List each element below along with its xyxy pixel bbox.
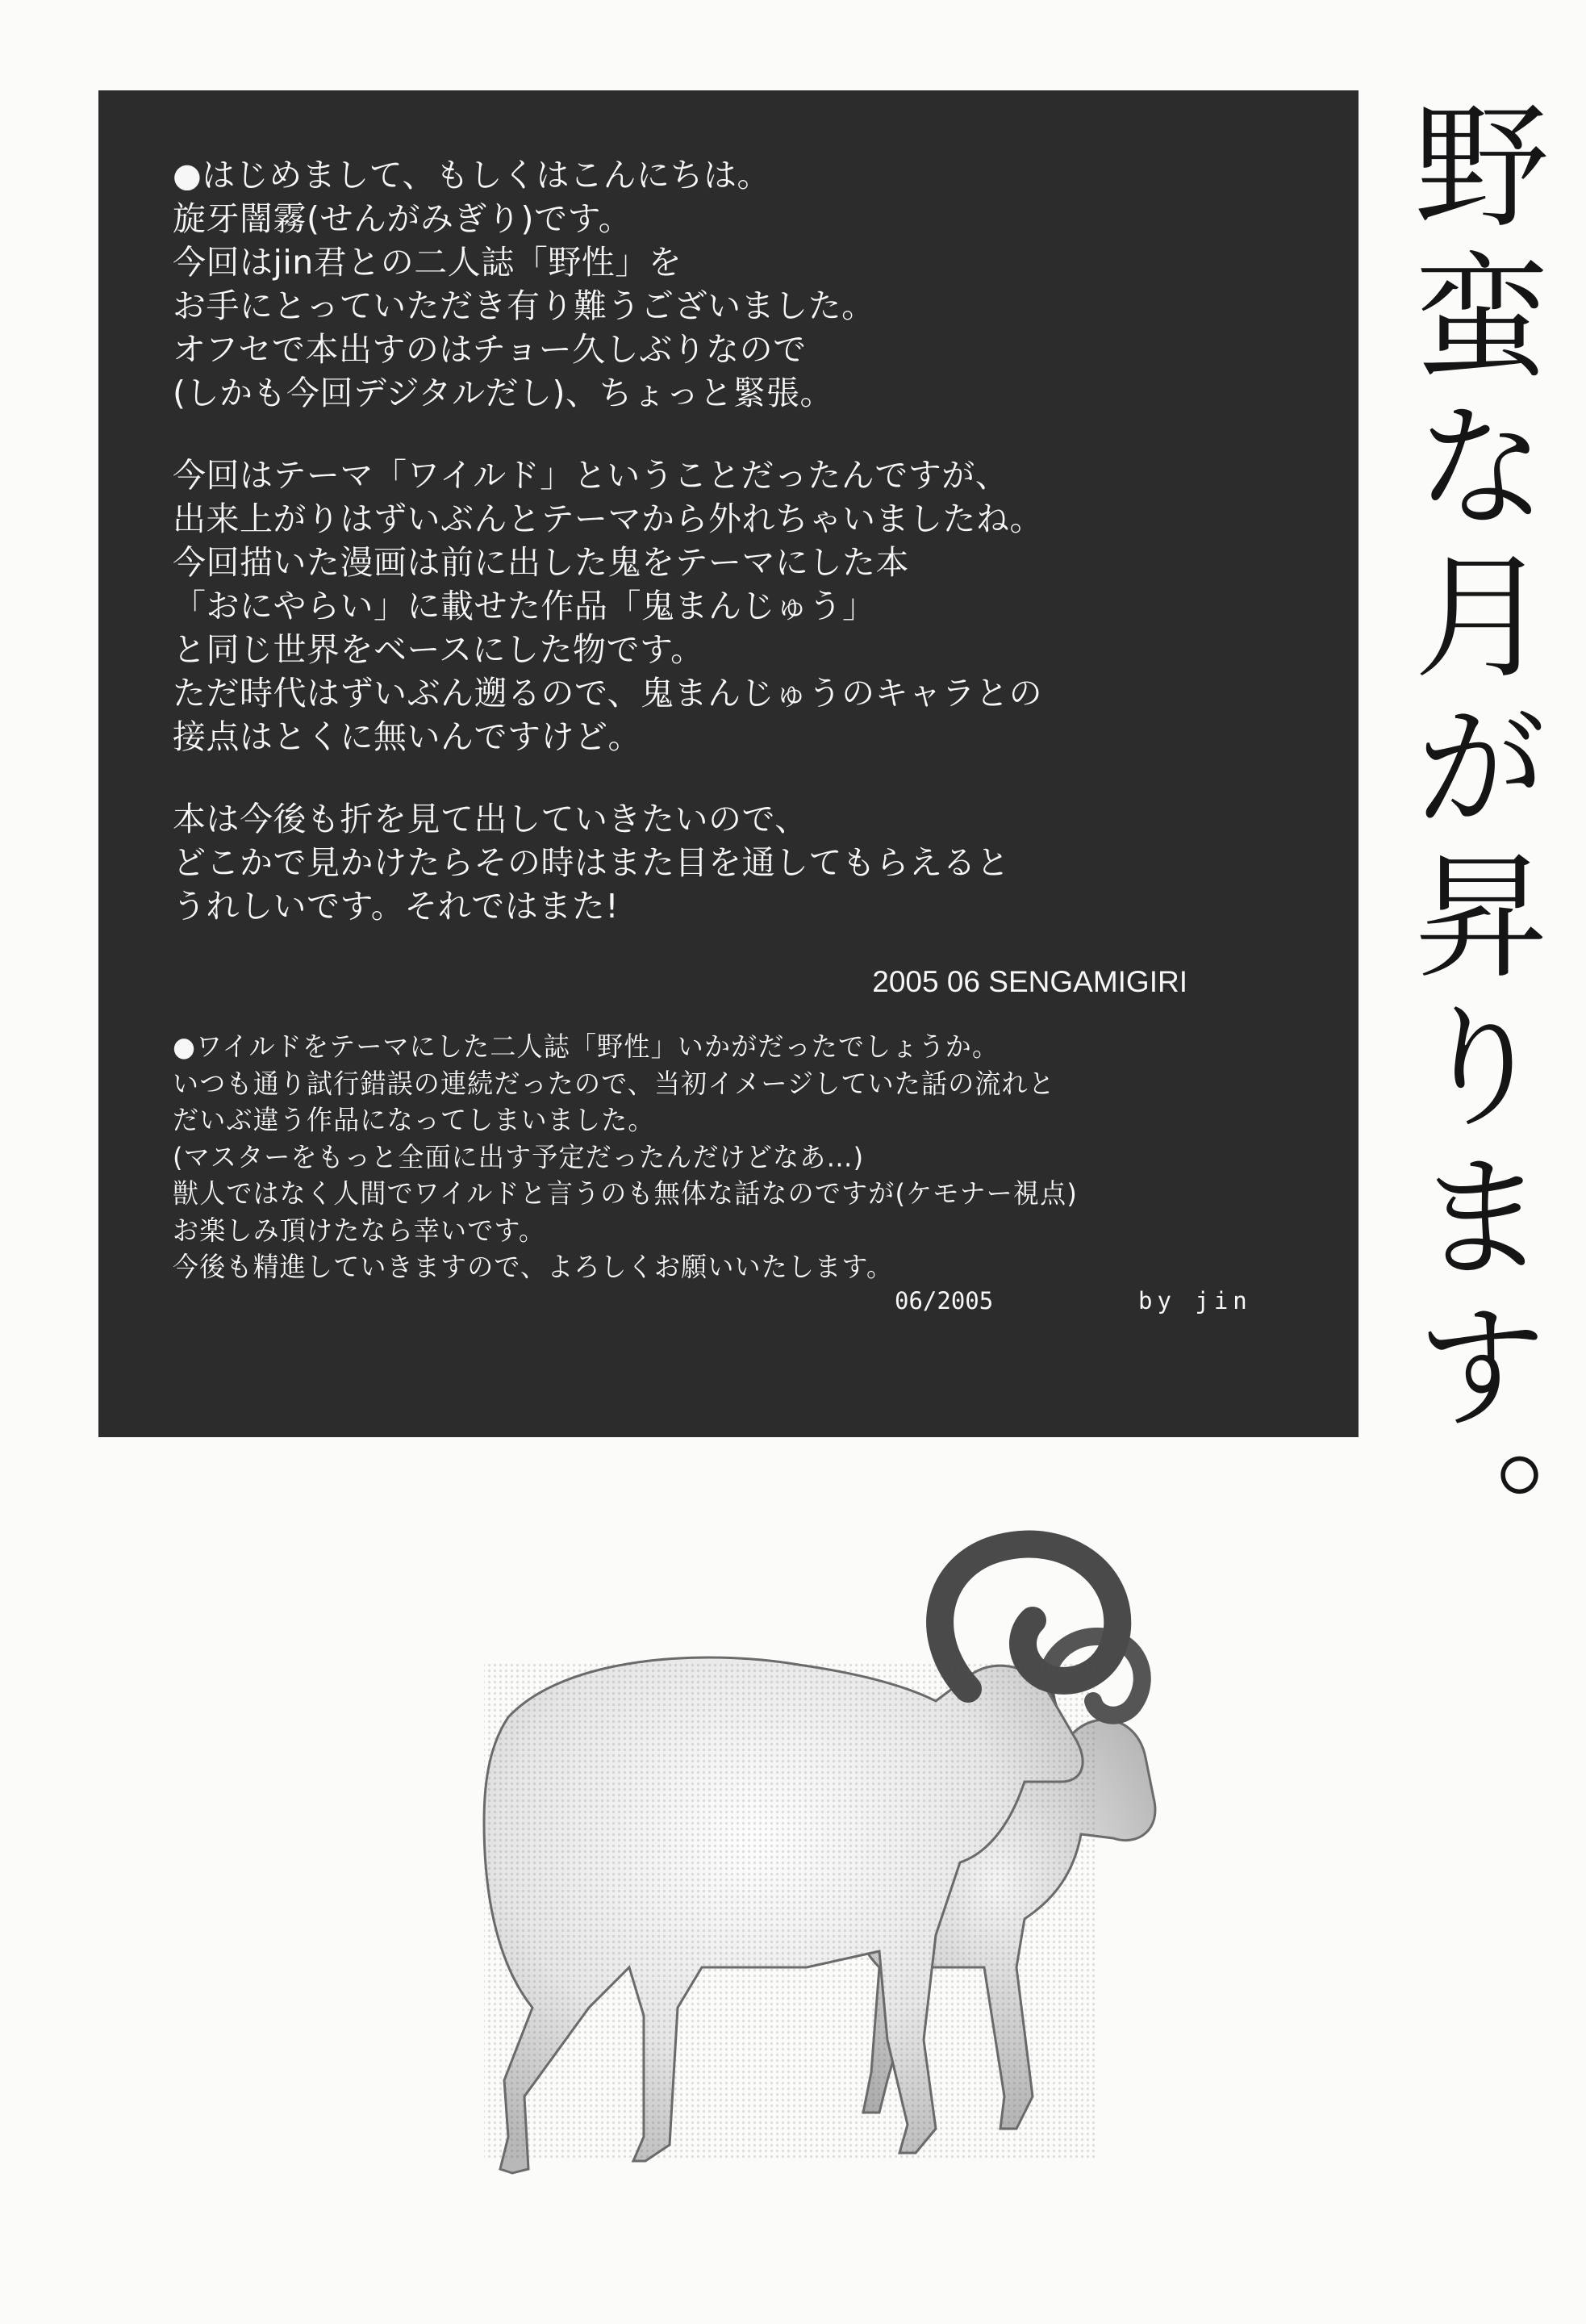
- front-ram: [484, 1544, 1117, 2173]
- text-line: 旋牙闇霧(せんがみぎり)です。: [173, 199, 632, 238]
- afterword-jin: [173, 1028, 1286, 1323]
- text-line: お楽しみ頂けたなら幸いです。: [173, 1214, 546, 1247]
- text-line: だいぶ違う作品になってしまいました。: [173, 1104, 655, 1136]
- text-line: ●はじめまして、もしくはこんにちは。: [173, 156, 770, 194]
- afterword-paragraph-1: [173, 153, 1286, 415]
- text-line: 出来上がりはずいぶんとテーマから外れちゃいましたね。: [173, 499, 1043, 538]
- text-line: いつも通り試行錯誤の連続だったので、当初イメージしていた話の流れと: [173, 1067, 1056, 1100]
- text-line: お手にとっていただき有り難うございました。: [173, 286, 875, 325]
- signature-jin: [173, 1285, 1286, 1323]
- signature-sengamigiri: 2005 06 SENGAMIGIRI: [872, 965, 1187, 998]
- text-line: 獣人ではなく人間でワイルドと言うのも無体な話なのですが(ケモナー視点): [173, 1177, 1079, 1210]
- signature-by: by jin: [1138, 1286, 1252, 1315]
- text-line: 今回はテーマ「ワイルド」ということだったんですが、: [173, 456, 1009, 495]
- text-line: 「おにやらい」に載せた作品「鬼まんじゅう」: [173, 587, 876, 625]
- text-line: ●ワイルドをテーマにした二人誌「野性」いかがだったでしょうか。: [173, 1030, 1000, 1063]
- afterword-paragraph-3: [173, 797, 1286, 928]
- text-line: ただ時代はずいぶん遡るので、鬼まんじゅうのキャラとの: [173, 674, 1043, 713]
- afterword-paragraph-2: [173, 454, 1286, 759]
- text-line: うれしいです。それではまた!: [173, 887, 620, 926]
- text-line: (しかも今回デジタルだし)、ちょっと緊張。: [173, 374, 834, 412]
- text-line: オフセで本出すのはチョー久しぶりなので: [173, 330, 807, 369]
- text-line: と同じ世界をベースにした物です。: [173, 630, 704, 669]
- vertical-title: 野蛮な月が昇ります。: [1392, 95, 1550, 1596]
- text-line: (マスターをもっと全面に出す予定だったんだけどなあ…): [173, 1140, 865, 1173]
- text-line: 今後も精進していきますので、よろしくお願いいたします。: [173, 1251, 894, 1283]
- text-line: 本は今後も折を見て出していきたいので、: [173, 800, 808, 838]
- text-line: どこかで見かけたらその時はまた目を通してもらえると: [173, 843, 1010, 882]
- text-line: 今回描いた漫画は前に出した鬼をテーマにした本: [173, 543, 909, 582]
- signature-date: 06/2005: [895, 1286, 994, 1315]
- afterword-box: [98, 90, 1359, 1437]
- text-line: 今回はjin君との二人誌「野性」を: [173, 243, 682, 282]
- text-line: 接点はとくに無いんですけど。: [173, 717, 641, 756]
- rams-illustration: [323, 1515, 1275, 2226]
